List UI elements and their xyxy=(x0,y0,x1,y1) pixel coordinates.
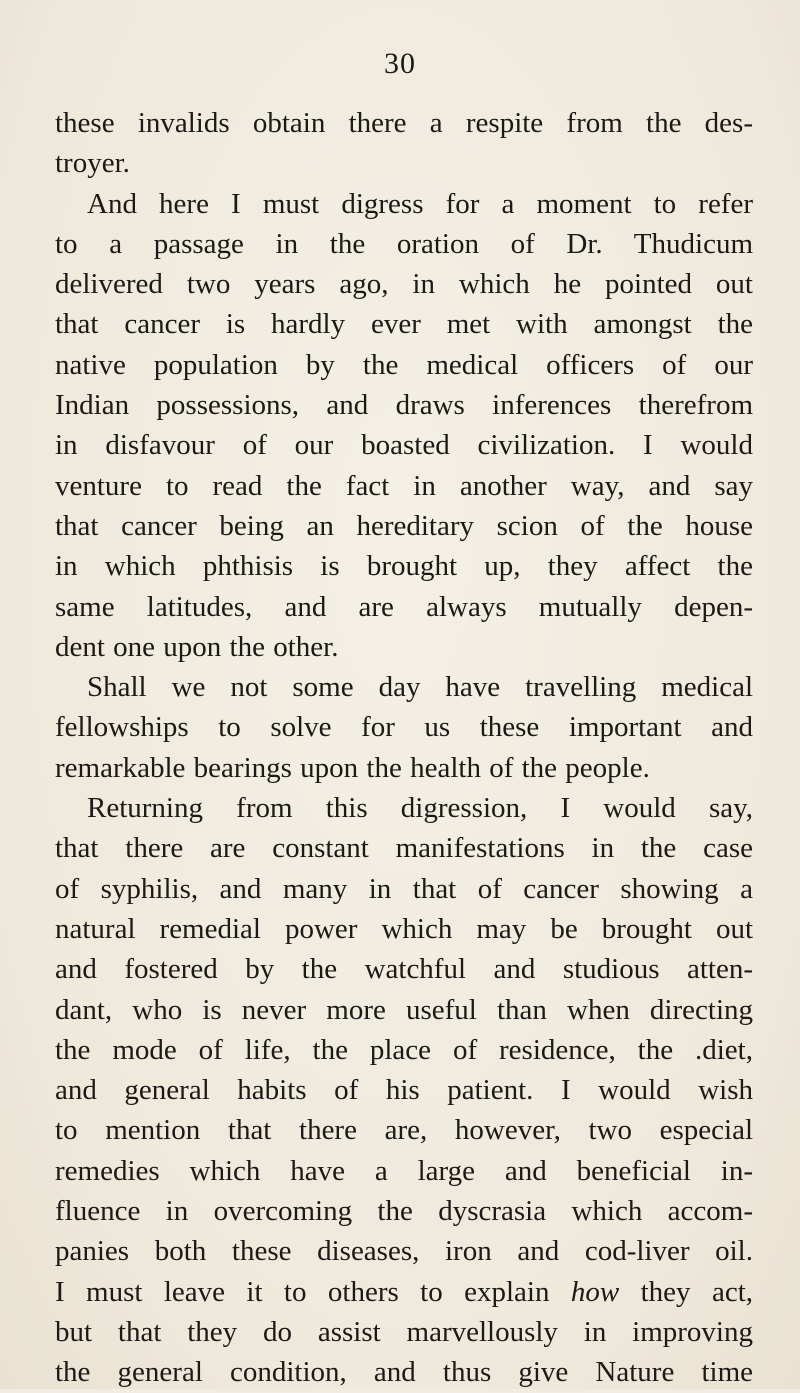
text-line: dent one upon the other. xyxy=(55,630,339,663)
text-line: that cancer being an hereditary scion of the house xyxy=(55,509,753,542)
text-line: of syphilis, and many in that of cancer showing a xyxy=(55,872,753,905)
text-fragment: they act, xyxy=(619,1275,753,1308)
text-line: Shall we not some day have travelling medical xyxy=(87,671,753,704)
text-line: natural remedial power which may be brought out xyxy=(55,912,753,945)
text-line: the general condition, and thus give Nature time xyxy=(55,1356,753,1389)
text-line: panies both these diseases, iron and cod-liver oil. xyxy=(55,1235,753,1268)
text-line: to a passage in the oration of Dr. Thudicum xyxy=(55,227,753,260)
text-line: that there are constant manifestations in the case xyxy=(55,832,753,865)
text-line: And here I must digress for a moment to refer xyxy=(87,187,753,220)
page-number: 30 xyxy=(384,47,416,80)
body-text xyxy=(55,103,753,1393)
text-line: venture to read the fact in another way, and say xyxy=(55,469,753,502)
text-line: native population by the medical officers of our xyxy=(55,348,753,381)
text-line: the mode of life, the place of residence, the .diet, xyxy=(55,1033,753,1066)
text-line-with-emphasis xyxy=(55,1272,753,1312)
text-line: Returning from this digression, I would say, xyxy=(87,792,753,825)
text-line: these invalids obtain there a respite from the des- xyxy=(55,107,753,139)
text-line: and fostered by the watchful and studious atten- xyxy=(55,953,753,986)
text-line: remedies which have a large and beneficial in- xyxy=(55,1154,753,1187)
text-line: in which phthisis is brought up, they affect the xyxy=(55,550,753,583)
text-line: and general habits of his patient. I would wish xyxy=(55,1074,753,1107)
text-line: that cancer is hardly ever met with amongst the xyxy=(55,308,753,341)
text-line: Indian possessions, and draws inferences therefrom xyxy=(55,389,753,422)
text-line: in disfavour of our boasted civilization. I would xyxy=(55,429,753,462)
text-line: remarkable bearings upon the health of the people. xyxy=(55,751,650,784)
text-line: dant, who is never more useful than when directing xyxy=(55,993,753,1026)
emphasis-word: how xyxy=(570,1275,620,1308)
text-line: fluence in overcoming the dyscrasia which accom- xyxy=(55,1195,753,1228)
text-line: troyer. xyxy=(55,147,130,180)
text-line: to mention that there are, however, two especial xyxy=(55,1114,753,1147)
text-line: but that they do assist marvellously in improving xyxy=(55,1315,753,1348)
text-line: same latitudes, and are always mutually depen- xyxy=(55,590,753,623)
text-line: delivered two years ago, in which he pointed out xyxy=(55,268,753,301)
text-fragment: I must leave it to others to explain xyxy=(55,1275,571,1308)
text-line: fellowships to solve for us these important and xyxy=(55,711,753,744)
